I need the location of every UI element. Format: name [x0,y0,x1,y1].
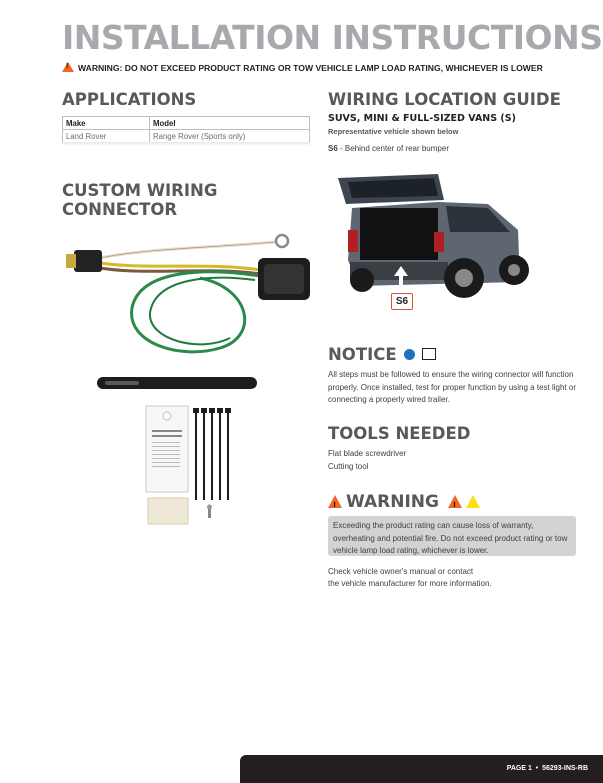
connector-heading-line1: CUSTOM WIRING [62,181,218,200]
wiring-guide-heading: WIRING LOCATION GUIDE [328,90,561,109]
header-warning-text: WARNING: DO NOT EXCEED PRODUCT RATING OR TOW VEHICLE LAMP LOAD RATING, WHICHEVER IS LOWER [78,63,543,73]
table-row [63,130,310,143]
page-number: PAGE 1 • 56293-INS-RB [506,765,588,772]
warning-note [328,566,492,589]
vehicle-caption: Representative vehicle shown below [328,127,459,136]
vehicle-rear-image [338,170,538,310]
electrical-hazard-icon [466,495,480,508]
table-cell-model: Range Rover (Sports only) [150,130,310,143]
book-icon [422,348,436,360]
applications-table [62,116,310,143]
warning-heading-row [328,493,480,512]
warning-heading: WARNING [346,492,439,512]
warning-icon [328,495,342,508]
location-callout: S6 [391,293,413,310]
location-text: - Behind center of rear bumper [340,144,449,153]
applications-heading: APPLICATIONS [62,90,197,109]
connector-heading-line2: CONNECTOR [62,200,178,219]
vehicle-category: SUVS, MINI & FULL-SIZED VANS (S) [328,113,516,124]
table-shadow [62,142,310,146]
tools-list [328,448,406,473]
connector-harness-image [60,228,320,368]
kit-contents-image [140,404,240,528]
mounting-strap-image [95,372,260,396]
table-header-model: Model [150,117,310,130]
warning-note-line: Check vehicle owner's manual or contact [328,567,474,576]
tools-heading: TOOLS NEEDED [328,424,471,443]
header-warning [62,62,592,73]
location-code: S6 [328,144,338,153]
warning-icon [62,62,74,72]
notice-heading: NOTICE [328,345,397,364]
location-line [328,144,449,153]
info-circle-icon [404,349,415,360]
warning-note-line: the vehicle manufacturer for more information. [328,578,492,588]
notice-heading-row [328,345,436,364]
warning-box-text: Exceeding the product rating can cause loss of warranty, overheating and potential fire. Do not exceed product rating or tow vehicle lamp load rating, whichever is lower. [333,521,568,555]
table-cell-make: Land Rover [63,130,150,143]
notice-text: All steps must be followed to ensure the wiring connector will function properly. Once installed, test for proper function by using a test light or connecting a properly wired trailer. [328,370,576,404]
page-title: INSTALLATION INSTRUCTIONS [62,18,603,57]
connector-heading [62,181,217,219]
tool-item: Cutting tool [328,461,369,471]
caution-icon [448,495,462,508]
table-header-make: Make [63,117,150,130]
tool-item: Flat blade screwdriver [328,449,407,458]
